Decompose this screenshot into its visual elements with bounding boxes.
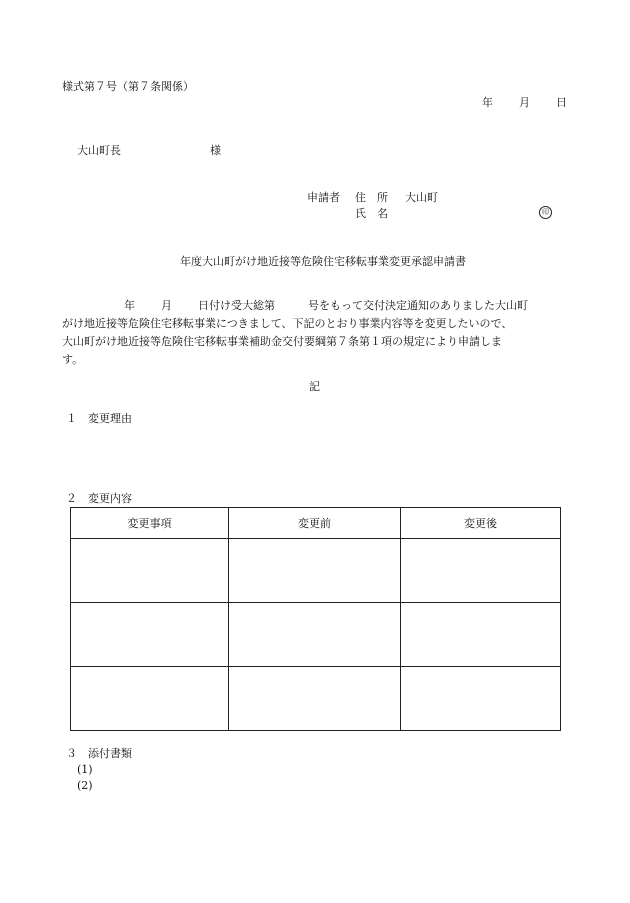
attachment-item-2: (2) [77,779,93,792]
applicant-label: 申請者 [307,191,340,204]
section2-label: 変更内容 [88,492,132,505]
section1-label: 変更理由 [88,412,132,425]
section1-number: １ [66,412,77,425]
addressee-honorific: 様 [210,144,221,157]
cell-after[interactable] [401,667,561,731]
body-line-2: がけ地近接等危険住宅移転事業につきまして、下記のとおり事業内容等を変更したいので、 [62,317,513,330]
addressee-mayor: 大山町長 [77,144,121,157]
cell-after[interactable] [401,603,561,667]
cell-change-item[interactable] [71,603,229,667]
section3-number: ３ [66,747,77,760]
date-month-label: 月 [519,96,530,109]
table-row [71,603,561,667]
table-row [71,667,561,731]
attachment-item-1: (1) [77,763,93,776]
section2-number: ２ [66,492,77,505]
body-paragraph [62,297,576,369]
body-line-3: 大山町がけ地近接等危険住宅移転事業補助金交付要綱第７条第１項の規定により申請しま [62,335,502,348]
table-row [71,539,561,603]
body-line-4: す。 [62,353,84,366]
address-value: 大山町 [405,191,438,204]
date-year-label: 年 [482,96,493,109]
date-day-label: 日 [556,96,567,109]
seal-mark: 印 [539,206,552,219]
body-year: 年 [124,299,135,312]
form-number: 様式第７号（第７条関係） [62,80,194,93]
cell-before[interactable] [229,603,401,667]
body-line-1 [62,297,576,315]
body-mid: 日付け受大総第 [198,299,275,312]
header-before: 変更前 [229,508,401,539]
table-header-row [71,508,561,539]
header-after: 変更後 [401,508,561,539]
body-end: 号をもって交付決定通知のありました大山町 [308,299,528,312]
change-table [70,507,561,731]
cell-before[interactable] [229,539,401,603]
document-title: 年度大山町がけ地近接等危険住宅移転事業変更承認申請書 [180,255,466,268]
body-month: 月 [161,299,172,312]
ki-marker: 記 [309,380,320,393]
address-label: 住 所 [355,191,388,204]
name-label: 氏 名 [355,207,388,220]
cell-change-item[interactable] [71,667,229,731]
cell-change-item[interactable] [71,539,229,603]
header-change-item: 変更事項 [71,508,229,539]
section3-label: 添付書類 [88,747,132,760]
cell-after[interactable] [401,539,561,603]
cell-before[interactable] [229,667,401,731]
